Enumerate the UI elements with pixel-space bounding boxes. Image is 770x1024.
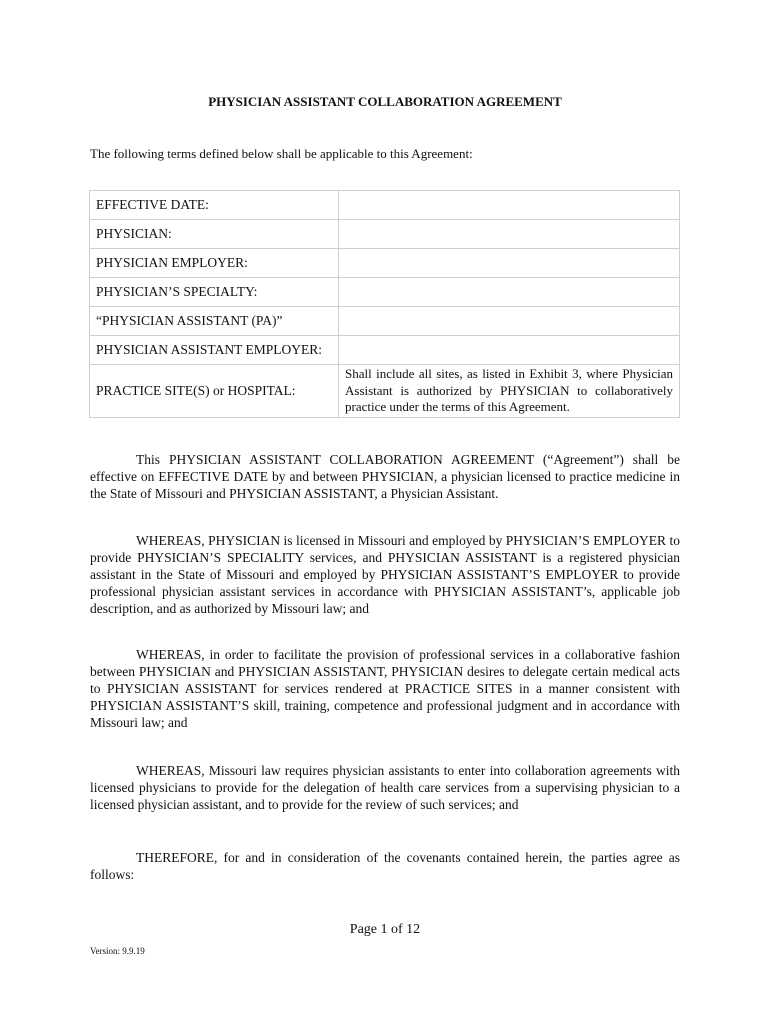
table-row xyxy=(90,220,680,249)
paragraph-text: WHEREAS, Missouri law requires physician assistants to enter into collaboration agreements with licensed physicians to provide for the delegation of health care services from a supervising physician to a licensed physician assistant, and to provide for the review of such services; and xyxy=(90,763,680,812)
table-row xyxy=(90,336,680,365)
term-value-pa-employer[interactable] xyxy=(339,336,680,365)
term-label-practice-sites: PRACTICE SITE(S) or HOSPITAL: xyxy=(90,365,339,418)
term-label-physician-assistant: “PHYSICIAN ASSISTANT (PA)” xyxy=(90,307,339,336)
term-label-pa-employer: PHYSICIAN ASSISTANT EMPLOYER: xyxy=(90,336,339,365)
term-label-effective-date: EFFECTIVE DATE: xyxy=(90,191,339,220)
intro-text: The following terms defined below shall be applicable to this Agreement: xyxy=(90,146,473,161)
paragraph-text: WHEREAS, PHYSICIAN is licensed in Missouri and employed by PHYSICIAN’S EMPLOYER to provide PHYSICIAN’S SPECIALITY services, and PHYSICIAN ASSISTANT is a registered physician assistant in the State of Missouri and employed by PHYSICIAN ASSISTANT’S EMPLOYER to provide professional physician assistant services in accordance with PHYSICIAN ASSISTANT’s, applicable job description, and as authorized by Missouri law; and xyxy=(90,533,680,616)
version-label: Version: 9.9.19 xyxy=(90,946,145,956)
document-title: PHYSICIAN ASSISTANT COLLABORATION AGREEMENT xyxy=(208,94,562,109)
therefore-paragraph xyxy=(90,849,680,883)
term-value-practice-sites: Shall include all sites, as listed in Exhibit 3, where Physician Assistant is authorized by PHYSICIAN to collaboratively practice under the terms of this Agreement. xyxy=(339,365,680,418)
whereas-paragraph-3 xyxy=(90,762,680,813)
agreement-paragraph xyxy=(90,451,680,502)
term-value-physician-employer[interactable] xyxy=(339,249,680,278)
page-number: Page 1 of 12 xyxy=(349,922,421,937)
table-row xyxy=(90,278,680,307)
paragraph-text: This PHYSICIAN ASSISTANT COLLABORATION AGREEMENT (“Agreement”) shall be effective on EFFECTIVE DATE by and between PHYSICIAN, a physician licensed to practice medicine in the State of Missouri and PHYSICIAN ASSISTANT, a Physician Assistant. xyxy=(90,452,680,501)
term-value-physician[interactable] xyxy=(339,220,680,249)
whereas-paragraph-2 xyxy=(90,646,680,731)
paragraph-text: THEREFORE, for and in consideration of the covenants contained herein, the parties agree as follows: xyxy=(90,850,680,882)
term-label-physician: PHYSICIAN: xyxy=(90,220,339,249)
table-row xyxy=(90,307,680,336)
whereas-paragraph-1 xyxy=(90,532,680,617)
term-value-physician-assistant[interactable] xyxy=(339,307,680,336)
table-row xyxy=(90,365,680,418)
term-value-effective-date[interactable] xyxy=(339,191,680,220)
table-row xyxy=(90,191,680,220)
paragraph-text: WHEREAS, in order to facilitate the provision of professional services in a collaborative fashion between PHYSICIAN and PHYSICIAN ASSISTANT, PHYSICIAN desires to delegate certain medical acts to PHYSICIAN ASSISTANT for services rendered at PRACTICE SITES in a manner consistent with PHYSICIAN ASSISTANT’S skill, training, competence and professional judgment and in accordance with Missouri law; and xyxy=(90,647,680,730)
term-label-physician-specialty: PHYSICIAN’S SPECIALTY: xyxy=(90,278,339,307)
term-value-physician-specialty[interactable] xyxy=(339,278,680,307)
term-label-physician-employer: PHYSICIAN EMPLOYER: xyxy=(90,249,339,278)
defined-terms-table xyxy=(89,190,680,418)
table-row xyxy=(90,249,680,278)
